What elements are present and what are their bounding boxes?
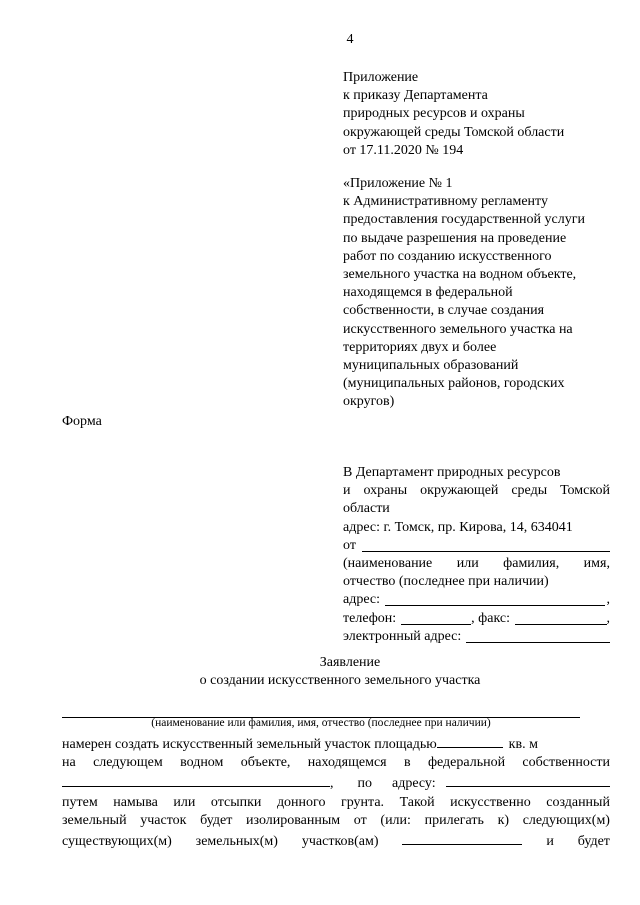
word: федеральной: [427, 755, 506, 771]
word: (наименование: [343, 556, 433, 572]
word: земельных(м): [195, 834, 278, 850]
word: охраны: [363, 483, 408, 499]
word: следующих(м): [522, 812, 610, 828]
word: следующем: [93, 755, 163, 771]
body-line-6: [62, 830, 610, 851]
appendix-1-line: по выдаче разрешения на проведение: [343, 230, 567, 246]
department-address: адрес: г. Томск, пр. Кирова, 14, 634041: [343, 519, 573, 535]
appendix-1-line: (муниципальных районов, городских: [343, 376, 565, 392]
word: будет: [200, 812, 233, 828]
addressee-line: области: [343, 501, 390, 517]
appendix-1-line: искусственного земельного участка на: [343, 321, 573, 337]
word: находящемся: [307, 755, 387, 771]
word: существующих(м): [62, 834, 172, 850]
appendix-header-line: от 17.11.2020 № 194: [343, 142, 464, 158]
word: среды: [511, 483, 548, 499]
parcels-field[interactable]: [402, 830, 522, 845]
appendix-1-line: собственности, в случае создания: [343, 303, 545, 319]
address-row: адрес: ,: [343, 591, 610, 609]
addressee-line-justified: [343, 482, 610, 500]
separator: ,: [330, 776, 334, 792]
word: отсыпки: [210, 794, 262, 810]
from-field[interactable]: [362, 537, 610, 552]
word: путем: [62, 794, 98, 810]
from-hint-line-2: отчество (последнее при наличии): [343, 574, 549, 590]
word: к): [497, 812, 510, 828]
statement-body: [62, 701, 610, 851]
word: прилегать: [424, 812, 484, 828]
body-line-3: [62, 772, 610, 793]
appendix-1-line: к Административному регламенту: [343, 194, 548, 210]
addressee-block: [343, 464, 610, 646]
applicant-hint: (наименование или фамилия, имя, отчество (последнее при наличии): [151, 717, 491, 729]
word: имя,: [583, 556, 610, 572]
appendix-1-line: земельного участка на водном объекте,: [343, 267, 577, 283]
word: искусственно: [450, 794, 531, 810]
water-object-field[interactable]: [62, 772, 330, 787]
appendix-1-reference: [343, 175, 585, 412]
appendix-1-line: муниципальных образований: [343, 358, 519, 374]
word: участков(ам): [301, 834, 379, 850]
object-address-field[interactable]: [446, 772, 610, 787]
from-label: от: [343, 537, 356, 553]
email-field[interactable]: [466, 628, 610, 643]
page-number: 4: [346, 32, 354, 47]
word: участок: [140, 812, 187, 828]
email-row: [343, 628, 610, 646]
phone-fax-row: телефон: , факс: ,: [343, 610, 610, 628]
statement-subtitle: о создании искусственного земельного участка: [199, 673, 481, 688]
word: (или:: [380, 812, 411, 828]
word: и: [343, 483, 351, 499]
appendix-1-line: округов): [343, 394, 395, 410]
body-line-1: [62, 733, 610, 754]
applicant-field[interactable]: [62, 703, 580, 718]
word: фамилия,: [503, 556, 560, 572]
phone-field[interactable]: [401, 610, 471, 625]
appendix-1-line: предоставления государственной услуги: [343, 212, 585, 228]
word: Томской: [560, 483, 610, 499]
appendix-header-line: природных ресурсов и охраны: [343, 106, 525, 122]
word: и: [546, 834, 554, 850]
appendix-header: [343, 69, 564, 160]
object-address-label: адресу:: [392, 776, 436, 792]
word: будет: [577, 834, 610, 850]
word: грунта.: [340, 794, 385, 810]
body-line-5: [62, 812, 610, 830]
phone-label: телефон:: [343, 610, 397, 626]
address-label: адрес:: [343, 592, 381, 608]
word: Такой: [399, 794, 435, 810]
appendix-1-line: территориях двух и более: [343, 339, 497, 355]
appendix-header-line: Приложение: [343, 70, 419, 85]
address-field[interactable]: [385, 591, 604, 606]
appendix-1-line: находящемся в федеральной: [343, 285, 513, 301]
word: созданный: [546, 794, 610, 810]
appendix-1-line: работ по созданию искусственного: [343, 248, 552, 264]
word: или: [456, 556, 479, 572]
email-label: электронный адрес:: [343, 628, 462, 644]
area-label: намерен создать искусственный земельный участок площадью: [62, 737, 437, 752]
body-line-2: [62, 754, 610, 772]
applicant-row: [62, 701, 610, 719]
appendix-1-line: «Приложение № 1: [343, 176, 453, 191]
appendix-header-line: окружающей среды Томской области: [343, 124, 565, 140]
word: от: [353, 812, 367, 828]
word: изолированным: [246, 812, 341, 828]
appendix-header-line: к приказу Департамента: [343, 88, 488, 104]
word: или: [173, 794, 196, 810]
word: донного: [276, 794, 326, 810]
word: земельный: [62, 812, 127, 828]
from-hint: [343, 555, 610, 573]
body-line-4: [62, 794, 610, 812]
word: по: [357, 776, 372, 792]
area-field[interactable]: [437, 733, 503, 748]
fax-field[interactable]: [515, 610, 607, 625]
form-label: Форма: [62, 414, 102, 429]
area-unit: кв. м: [508, 737, 538, 752]
word: собственности: [522, 755, 610, 771]
statement-title: Заявление: [319, 655, 381, 670]
word: окружающей: [420, 483, 499, 499]
word: на: [62, 755, 76, 771]
addressee-line: В Департамент природных ресурсов: [343, 465, 561, 480]
word: намыва: [113, 794, 158, 810]
word: объекте,: [240, 755, 291, 771]
fax-label: , факс:: [471, 610, 510, 626]
from-row: [343, 537, 610, 555]
word: водном: [180, 755, 224, 771]
word: в: [403, 755, 411, 771]
